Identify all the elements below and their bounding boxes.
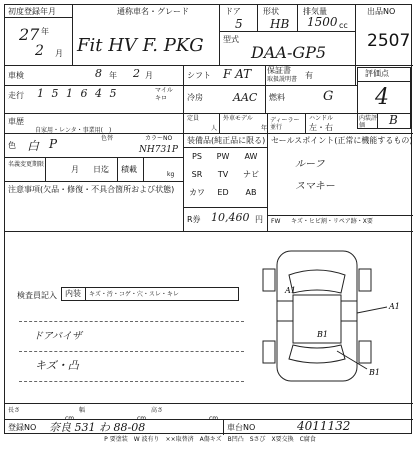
history-options: 自家用・レンタ・事業用( )	[35, 127, 112, 134]
remark-1: ドアバイザ	[33, 331, 82, 342]
body-label: 形状	[263, 7, 279, 16]
r-ticket-label: R券	[187, 215, 201, 224]
selling-label: セールスポイント(正常に機能するもの)	[271, 136, 413, 145]
windshield	[289, 270, 345, 293]
car-diagram	[257, 241, 407, 391]
loading-label: 積載	[121, 165, 137, 174]
equipment-cell: PS	[192, 152, 202, 161]
interior-options: キズ・汚・コゲ・穴・スレ・キレ	[89, 291, 179, 298]
inspection-month-unit: 月	[145, 71, 153, 80]
selling-point-2: スマキー	[295, 181, 335, 192]
first-reg-month-unit: 月	[55, 49, 63, 58]
width-label: 幅	[79, 407, 86, 414]
color-label: 色	[8, 141, 16, 150]
height-label: 高さ	[151, 407, 164, 414]
score-value: 4	[375, 85, 389, 110]
wheel-front-right	[359, 269, 371, 291]
marker-a1-left: A1	[285, 286, 296, 295]
dealer-label: ディーラー並行	[270, 117, 300, 131]
doors-label: ドア	[225, 7, 241, 16]
inspection-label: 車検	[8, 71, 24, 80]
color-no-label: カラーNO	[145, 135, 173, 142]
handle-value: 左・右	[309, 123, 333, 132]
history-label: 車歴	[8, 117, 24, 126]
equipment-label: 装備品(純正品に限る)	[187, 136, 266, 145]
marker-b1-center: B1	[317, 330, 328, 339]
fw-options: キズ・ヒビ割・リペア跡・X要	[291, 218, 373, 225]
mileage-unit-a: マイル	[155, 87, 173, 94]
caution-label: 注意事項(欠品・修復・不具合箇所および状態)	[8, 185, 175, 194]
recorder-label: 検査員記入	[17, 291, 57, 300]
remark-2: キズ・凸	[35, 359, 79, 372]
length-unit: cm	[65, 415, 75, 422]
model-grade-value: Fit HV F. PKG	[77, 35, 204, 56]
loading-unit: kg	[167, 171, 175, 178]
first-reg-year-unit: 年	[41, 27, 49, 36]
mileage-value: 1 5 1 6 4 5	[37, 87, 119, 100]
interior-section-label: 内装	[65, 289, 81, 298]
wheel-rear-right	[359, 341, 371, 363]
reg-no-value: 奈良 531 わ 88-08	[49, 421, 146, 434]
rear-window	[289, 345, 345, 363]
handle-label: ハンドル	[309, 115, 334, 122]
equipment-cell: ナビ	[243, 170, 259, 179]
selling-point-1: ルーフ	[295, 159, 325, 170]
marker-b1-rear: B1	[369, 368, 380, 377]
score-label: 評価点	[365, 69, 389, 78]
interior-value: B	[389, 113, 398, 127]
shift-value: F AT	[223, 67, 252, 81]
capacity-unit: 人	[211, 125, 218, 132]
r-ticket-unit: 円	[255, 215, 263, 224]
equipment-cell: TV	[217, 170, 229, 179]
import-label: 外車モデル	[223, 115, 253, 122]
length-label: 長さ	[8, 407, 21, 414]
footer-legend: P 要塗装 W 波有り ××取替済 A傷キズ B凹凸 Sさび X要交換 C腐食	[104, 436, 316, 443]
ac-value: AAC	[233, 91, 258, 104]
height-unit: cm	[209, 415, 219, 422]
name-change-label: 名義変更期限	[8, 161, 45, 168]
fw-label: FW	[271, 218, 281, 225]
import-unit: 年	[261, 125, 268, 132]
warranty-label: 保証書	[267, 66, 291, 75]
reg-no-label: 登録NO	[8, 423, 37, 432]
displacement-label: 排気量	[303, 7, 327, 16]
equipment-cell: ED	[217, 188, 229, 197]
body-value: HB	[270, 17, 290, 31]
name-change-month: 月	[71, 165, 79, 174]
auction-sheet	[4, 4, 412, 434]
fuel-label: 燃料	[269, 93, 285, 102]
type-value: DAA-GP5	[251, 43, 327, 62]
ac-label: 冷房	[187, 93, 203, 102]
wheel-front-left	[263, 269, 275, 291]
type-label: 型式	[223, 35, 239, 44]
displacement-value: 1500	[307, 15, 338, 29]
equipment-cell: AW	[244, 152, 258, 161]
wheel-rear-left	[263, 341, 275, 363]
chassis-value: 4011132	[297, 419, 351, 433]
shift-label: シフト	[187, 71, 211, 80]
name-change-day: 日迄	[93, 165, 109, 174]
fuel-value: G	[323, 89, 334, 104]
lot-value: 2507	[367, 31, 411, 51]
color-sub: P	[49, 137, 58, 151]
model-grade-label: 通称車名・グレード	[117, 7, 189, 16]
inspection-year: 8	[95, 67, 102, 80]
color-value: 白	[27, 139, 40, 153]
first-reg-year: 27	[19, 25, 40, 44]
chassis-label: 車台NO	[227, 423, 256, 432]
inspection-month: 2	[133, 67, 140, 80]
equipment-cell: AB	[245, 188, 257, 197]
first-reg-label: 初度登録年月	[8, 7, 56, 16]
first-reg-month: 2	[35, 43, 44, 59]
equipment-cell: PW	[216, 152, 230, 161]
equipment-cell: SR	[191, 170, 203, 179]
warranty-value: 有	[305, 71, 313, 80]
marker-a1-right: A1	[389, 302, 400, 311]
marker-line-a1	[357, 307, 387, 313]
doors-value: 5	[235, 17, 243, 31]
r-ticket-value: 10,460	[211, 211, 250, 224]
mileage-unit-b: キロ	[155, 95, 168, 102]
width-unit: cm	[137, 415, 147, 422]
inspection-year-unit: 年	[109, 71, 117, 80]
warranty-sub: 取扱説明書	[267, 76, 298, 83]
capacity-label: 定員	[187, 115, 200, 122]
interior-label: 内装評価	[359, 115, 378, 129]
displacement-unit: cc	[339, 21, 348, 30]
color-no-value: NH731P	[139, 145, 178, 155]
equipment-cell: カワ	[189, 188, 205, 197]
lot-label: 出品NO	[367, 7, 396, 16]
mileage-label: 走行	[8, 91, 24, 100]
color-change-label: 色替	[101, 135, 114, 142]
